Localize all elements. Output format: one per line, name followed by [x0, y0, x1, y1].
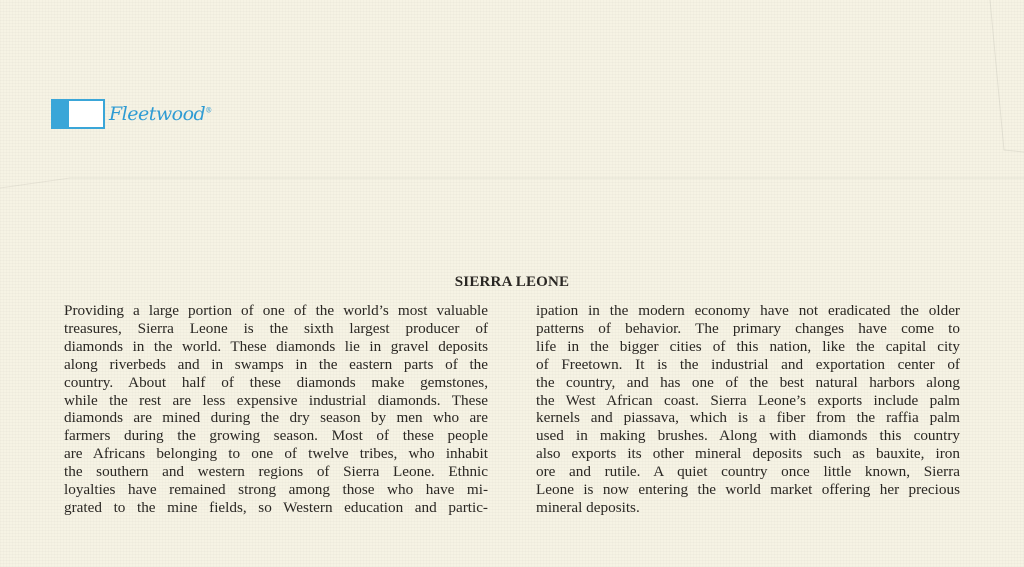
text-line: life in the bigger cities of this nation, like the capital city — [536, 337, 960, 355]
text-line: the country, and has one of the best natural harbors along — [536, 373, 960, 391]
text-line: mineral deposits. — [536, 498, 640, 516]
logo-box-icon — [51, 99, 105, 129]
text-line: are Africans belonging to one of twelve tribes, who inhabit — [64, 445, 488, 463]
logo-wordmark: Fleetwood® — [109, 103, 212, 125]
text-line: country. About half of these diamonds make gemstones, — [64, 373, 488, 391]
text-line: treasures, Sierra Leone is the sixth largest producer of — [64, 319, 488, 337]
article-column-right — [536, 302, 960, 517]
text-line: also exports its other mineral deposits such as bauxite, iron — [536, 445, 960, 463]
fleetwood-logo — [51, 99, 212, 129]
text-line: along riverbeds and in swamps in the eastern parts of the — [64, 355, 488, 373]
text-line: patterns of behavior. The primary changes have come to — [536, 319, 960, 337]
text-line: the southern and western regions of Sierra Leone. Ethnic — [64, 463, 488, 481]
text-line: diamonds in the world. These diamonds lie in gravel deposits — [64, 337, 488, 355]
text-line: of Freetown. It is the industrial and exportation center of — [536, 355, 960, 373]
text-line: the West African coast. Sierra Leone’s exports include palm — [536, 391, 960, 409]
text-line: ipation in the modern economy have not eradicated the older — [536, 302, 960, 319]
text-line: loyalties have remained strong among those who have mi- — [64, 481, 488, 499]
text-line: kernels and piassava, which is a fiber from the raffia palm — [536, 409, 960, 427]
text-line: ore and rutile. A quiet country once little known, Sierra — [536, 463, 960, 481]
text-line: used in making brushes. Along with diamonds this country — [536, 427, 960, 445]
text-line: farmers during the growing season. Most of these people — [64, 427, 488, 445]
text-line: Leone is now entering the world market offering her precious — [536, 481, 960, 499]
text-line: diamonds are mined during the dry season by men who are — [64, 409, 488, 427]
article-column-left — [64, 302, 488, 517]
article-title: SIERRA LEONE — [454, 274, 570, 290]
text-line: grated to the mine fields, so Western education and partic- — [64, 498, 488, 516]
text-line: while the rest are less expensive industrial diamonds. These — [64, 391, 488, 409]
text-line: Providing a large portion of one of the world’s most valuable — [64, 302, 488, 319]
